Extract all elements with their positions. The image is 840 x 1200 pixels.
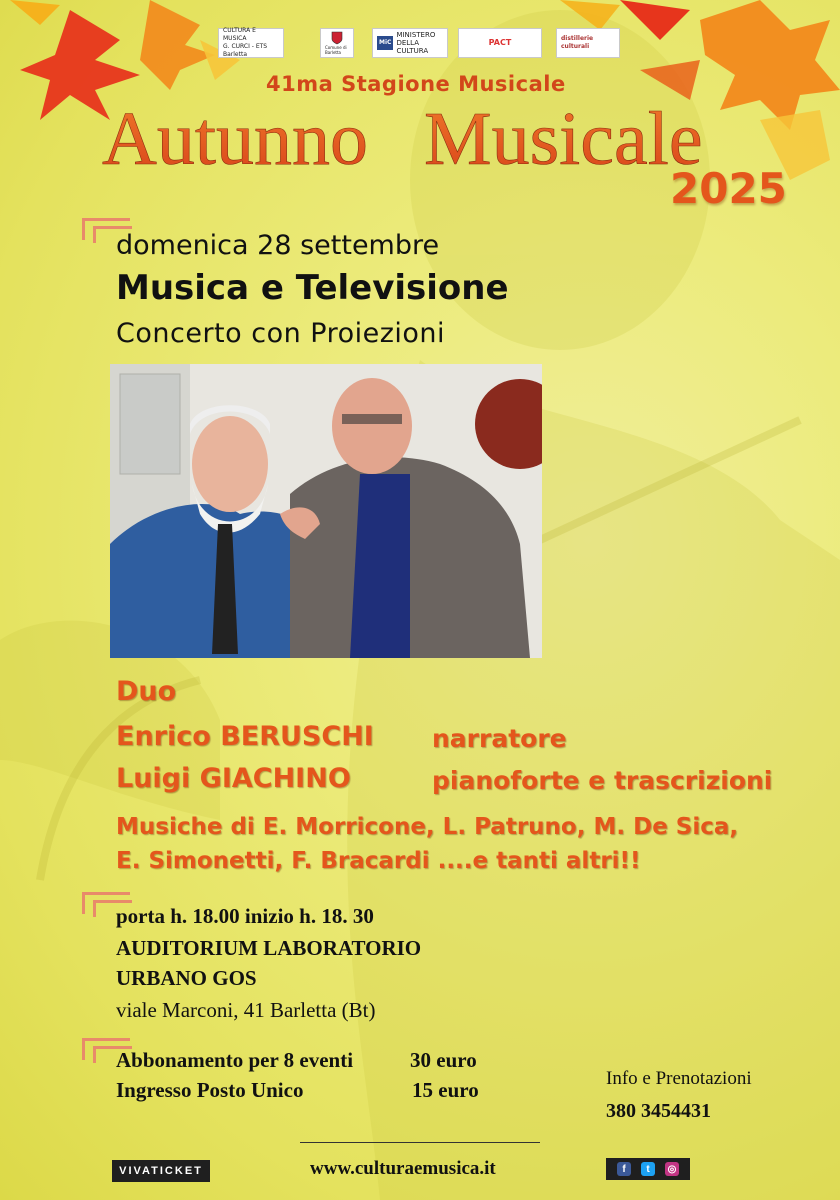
comune-barletta-logo xyxy=(320,28,354,58)
performer-name: Enrico BERUSCHI xyxy=(116,721,374,752)
event-times: porta h. 18.00 inizio h. 18. 30 xyxy=(116,904,374,928)
performer-name: Luigi GIACHINO xyxy=(116,763,351,794)
ticket-label: Abbonamento per 8 eventi xyxy=(116,1048,354,1072)
distillerie-culturali-logo xyxy=(556,28,620,58)
logo-text: MINISTERO DELLA CULTURA xyxy=(396,31,436,55)
website-link[interactable]: www.culturaemusica.it xyxy=(310,1158,496,1179)
logo-text: CULTURA E MUSICA G. CURCI - ETS Barletta xyxy=(223,27,268,58)
composers-line-2: E. Simonetti, F. Bracardi ....e tanti altri!! xyxy=(116,848,641,874)
cultura-e-musica-logo xyxy=(218,28,284,58)
event-subtitle: Concerto con Proiezioni xyxy=(116,318,446,349)
event-date: domenica 28 settembre xyxy=(116,230,440,261)
venue-name-line-2: URBANO GOS xyxy=(116,966,257,990)
ministero-cultura-logo xyxy=(372,28,448,58)
festival-year: 2025 xyxy=(670,164,787,213)
vivaticket-logo: VIVATICKET xyxy=(112,1160,210,1182)
title-word-musicale: Musicale xyxy=(424,100,703,180)
event-title: Musica e Televisione xyxy=(116,268,509,308)
footer-divider xyxy=(300,1142,540,1143)
instagram-icon[interactable]: ◎ xyxy=(665,1162,679,1176)
ticket-label: Ingresso Posto Unico xyxy=(116,1078,304,1102)
social-icons xyxy=(606,1158,690,1180)
performer-role: narratore xyxy=(432,724,567,753)
mic-icon: MiC xyxy=(377,36,393,50)
composers-line-1: Musiche di E. Morricone, L. Patruno, M. De Sica, xyxy=(116,814,739,840)
logo-text: distillerie culturali xyxy=(561,35,594,50)
logo-text: PACT xyxy=(488,38,512,47)
venue-address: viale Marconi, 41 Barletta (Bt) xyxy=(116,998,376,1022)
contact-label: Info e Prenotazioni xyxy=(606,1068,752,1089)
pact-logo xyxy=(458,28,542,58)
title-word-autunno: Autunno xyxy=(102,100,368,180)
twitter-icon[interactable]: t xyxy=(641,1162,655,1176)
crest-icon xyxy=(330,31,344,45)
season-label: 41ma Stagione Musicale xyxy=(266,72,566,96)
logo-text: Comune di Barletta xyxy=(325,45,347,55)
venue-name-line-1: AUDITORIUM LABORATORIO xyxy=(116,936,422,960)
ticket-price: 15 euro xyxy=(412,1078,479,1102)
duo-label: Duo xyxy=(116,676,177,707)
performer-role: pianoforte e trascrizioni xyxy=(432,766,773,795)
ticket-price: 30 euro xyxy=(410,1048,477,1072)
facebook-icon[interactable]: f xyxy=(617,1162,631,1176)
performers-photo xyxy=(110,364,542,658)
contact-phone: 380 3454431 xyxy=(606,1100,711,1122)
